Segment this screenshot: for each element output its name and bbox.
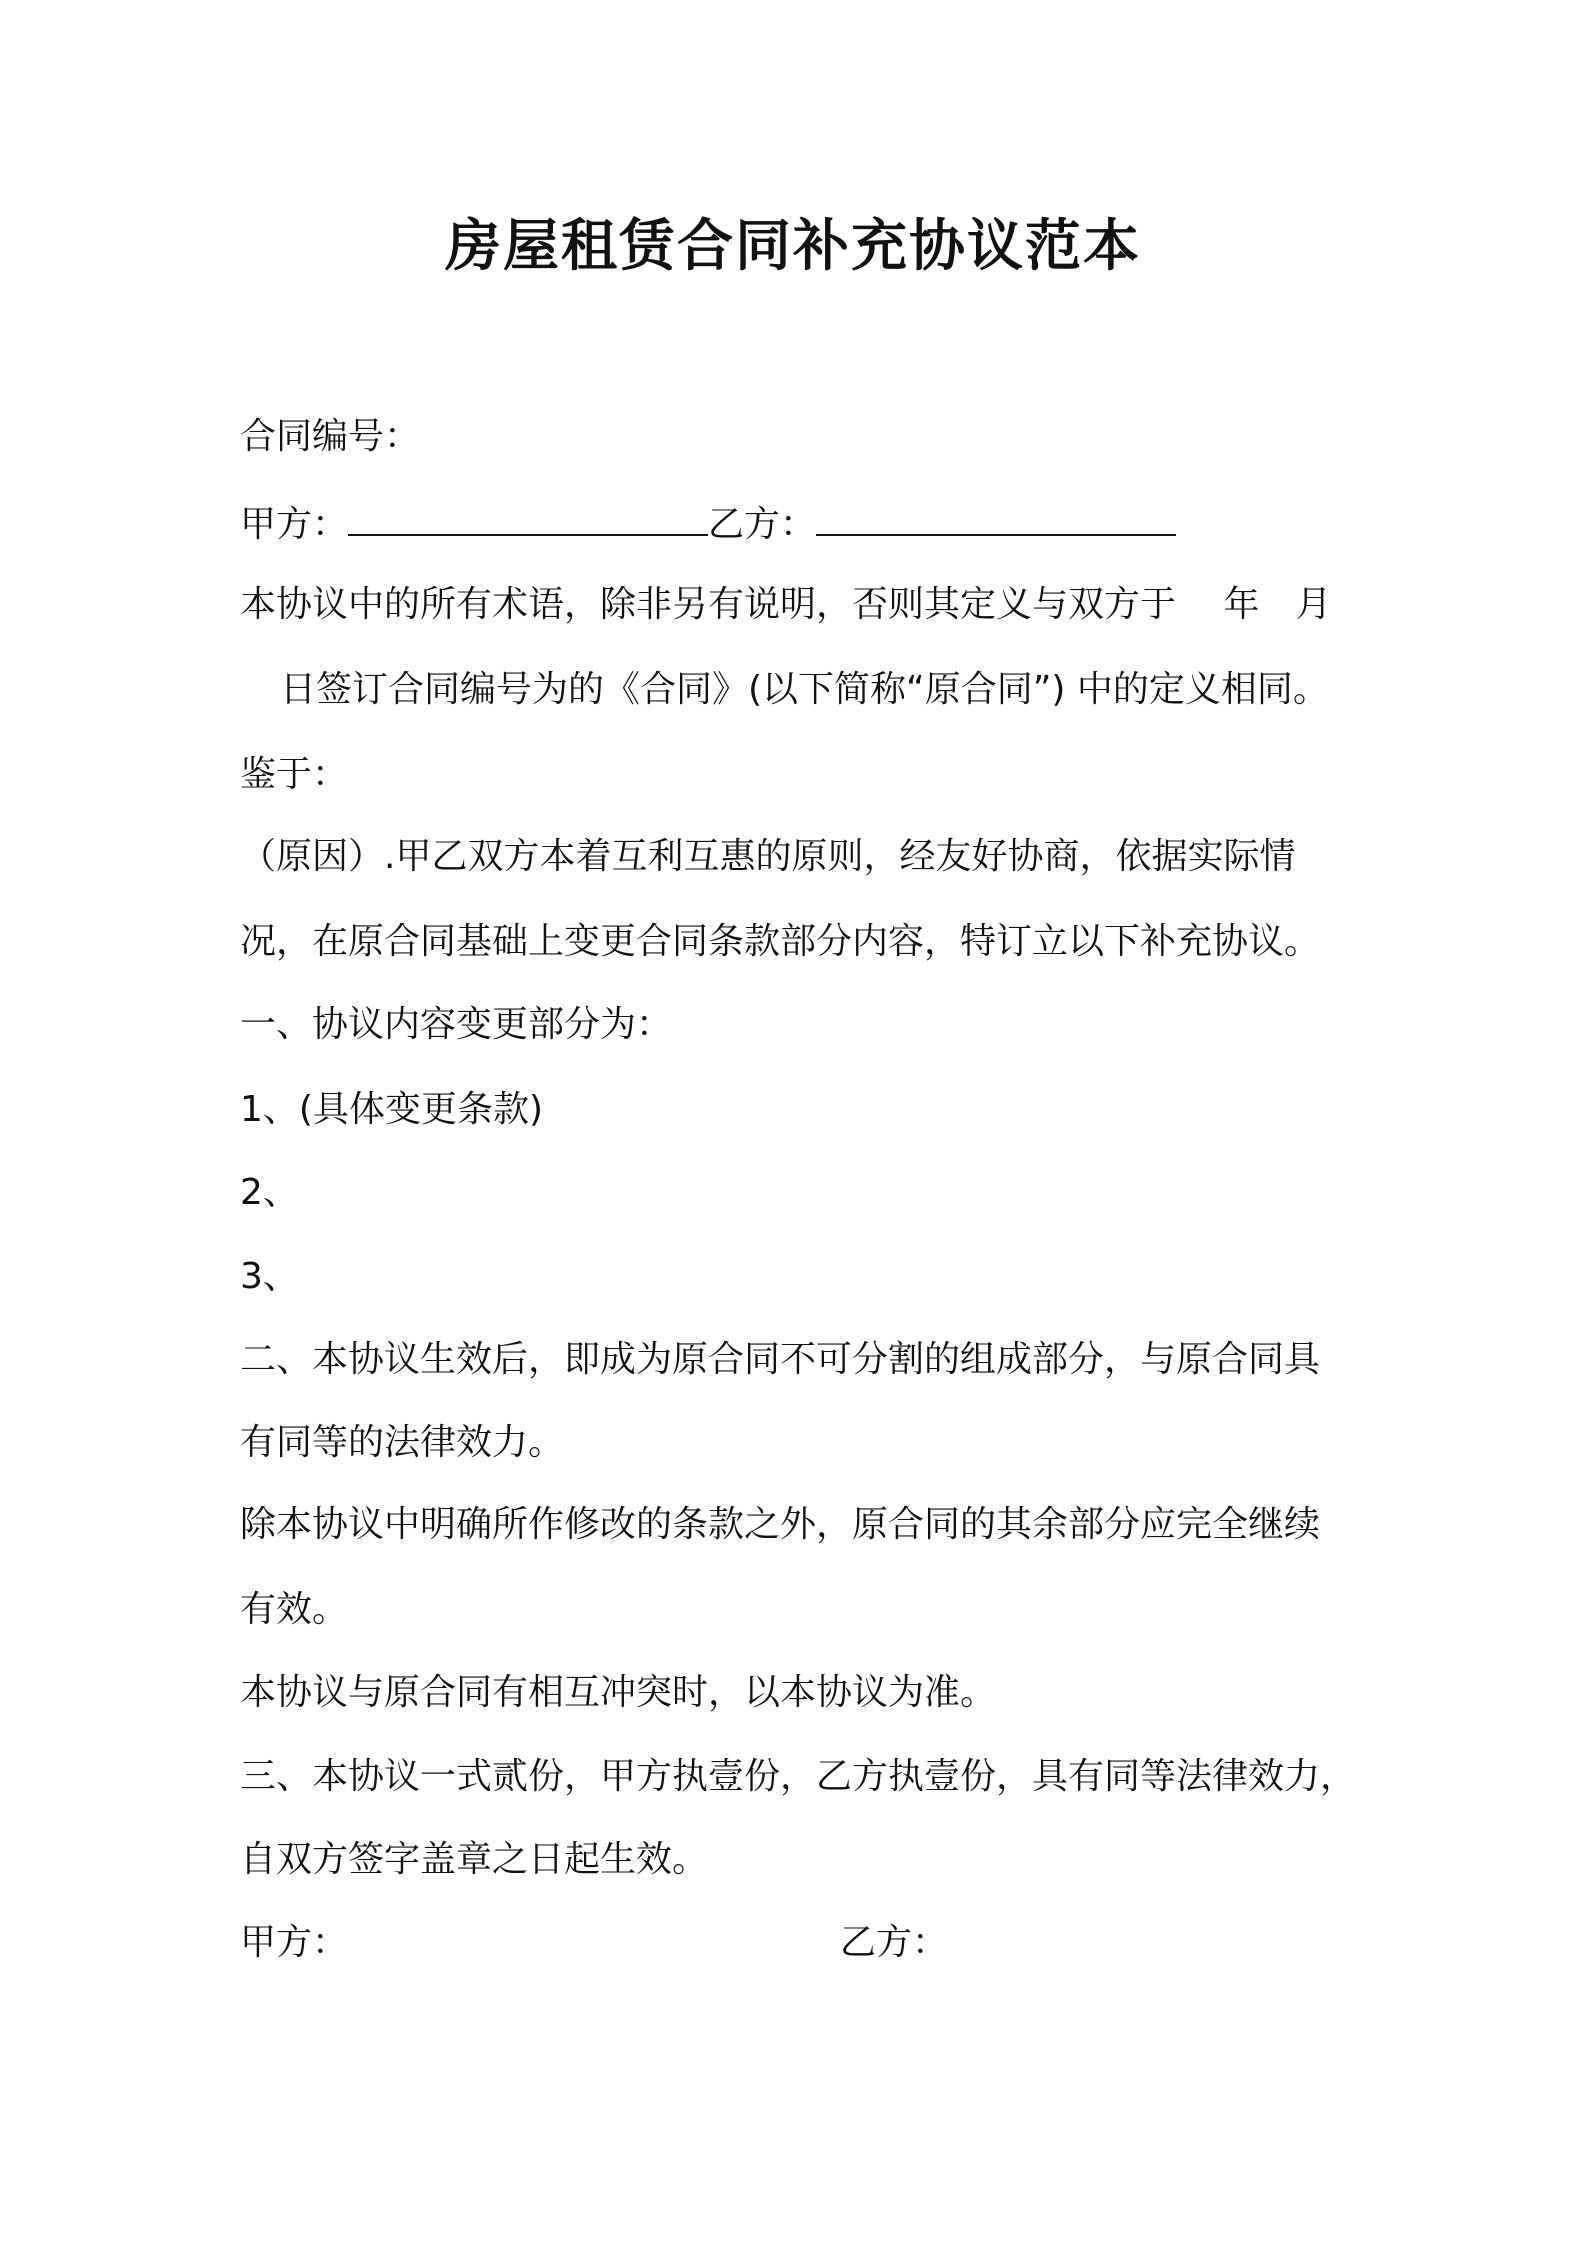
intro-line-1: 本协议中的所有术语，除非另有说明，否则其定义与双方于 年 月 [240,584,1332,625]
remaining-terms-line-1: 除本协议中明确所作修改的条款之外，原合同的其余部分应完全继续 [240,1504,1321,1545]
document-title: 房屋租赁合同补充协议范本 [445,214,1141,279]
section-3-line-2: 自双方签字盖章之日起生效。 [240,1839,709,1880]
intro-line-2: 日签订合同编号为的《合同》(以下简称“原合同”) 中的定义相同。 [280,669,1329,710]
section-3-line-1: 三、本协议一式贰份，甲方执壹份，乙方执壹份，具有同等法律效力， [240,1756,1357,1797]
reason-line-2: 况，在原合同基础上变更合同条款部分内容，特订立以下补充协议。 [240,921,1321,962]
remaining-terms-line-2: 有效。 [240,1589,349,1630]
party-a-blank [348,500,708,536]
party-b-blank [816,500,1176,536]
section-2-line-2: 有同等的法律效力。 [240,1422,565,1463]
reason-line-1: （原因）.甲乙双方本着互利互惠的原则，经友好协商，依据实际情 [240,836,1296,877]
change-item-2: 2、 [240,1172,299,1213]
section-1-heading: 一、协议内容变更部分为： [240,1004,673,1045]
conflict-clause: 本协议与原合同有相互冲突时，以本协议为准。 [240,1672,997,1713]
parties-line [240,500,1176,550]
signature-party-b: 乙方： [840,1922,949,1963]
contract-number-label: 合同编号： [240,416,421,457]
party-a-label: 甲方： [240,504,349,545]
whereas-label: 鉴于： [240,754,349,795]
section-2-line-1: 二、本协议生效后，即成为原合同不可分割的组成部分，与原合同具 [240,1339,1321,1380]
change-item-1: 1、(具体变更条款) [240,1089,543,1130]
change-item-3: 3、 [240,1256,299,1297]
signature-party-a: 甲方： [240,1922,349,1963]
party-b-label: 乙方： [708,504,817,545]
